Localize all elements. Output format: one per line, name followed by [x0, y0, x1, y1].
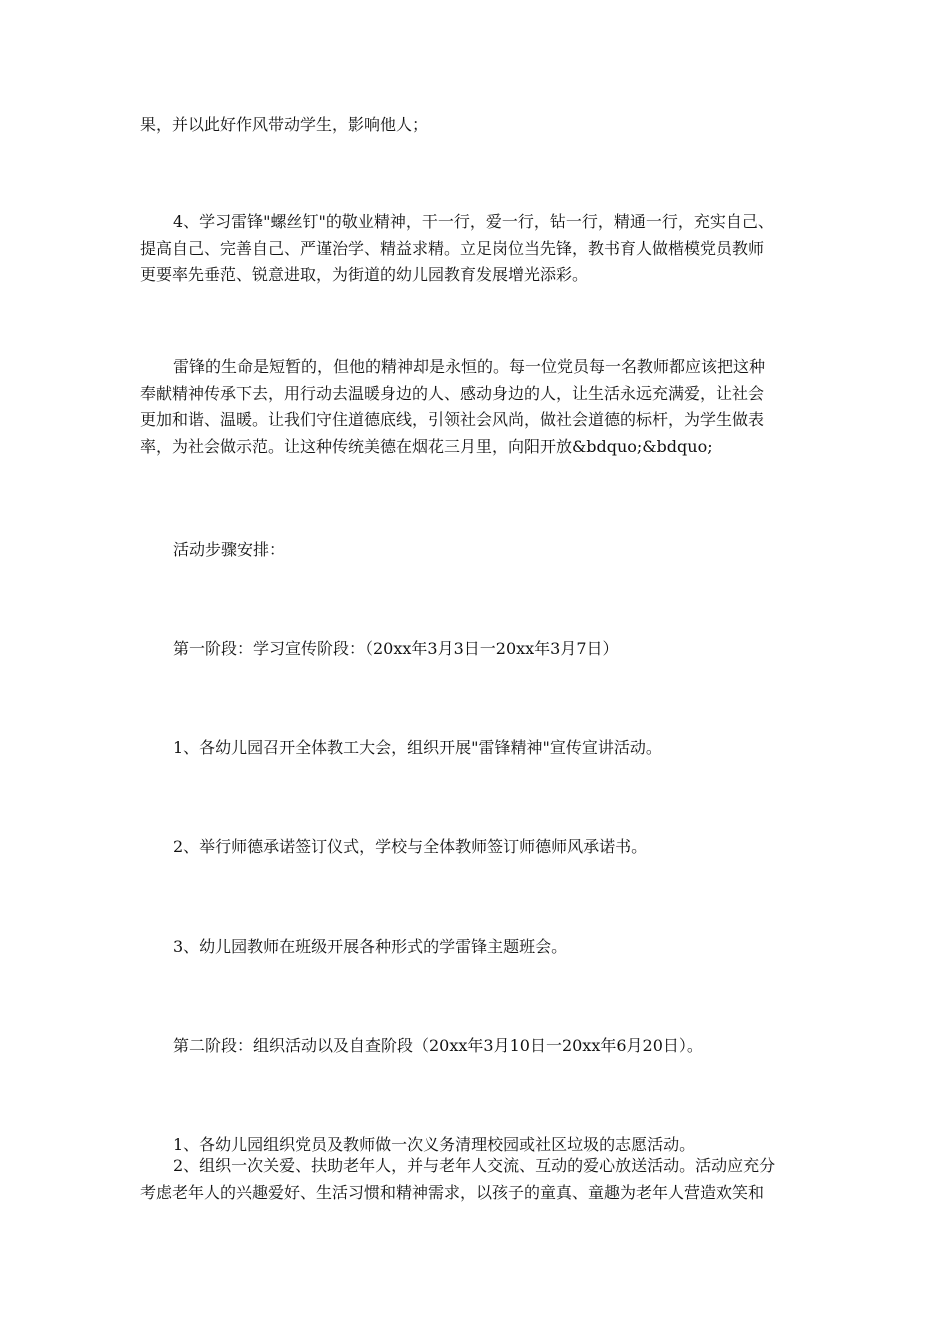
text-line: 1、各幼儿园召开全体教工大会，组织开展"雷锋精神"宣传宣讲活动。 — [173, 738, 662, 757]
text-line: 考虑老年人的兴趣爱好、生活习惯和精神需求，以孩子的童真、童趣为老年人营造欢笑和 — [140, 1182, 765, 1202]
text-line: 雷锋的生命是短暂的，但他的精神却是永恒的。每一位党员每一名教师都应该把这种 — [173, 357, 766, 376]
text-line: 提高自己、完善自己、严谨治学、精益求精。立足岗位当先锋，教书育人做楷模党员教师 — [140, 238, 765, 258]
text-line: 第一阶段：学习宣传阶段：（20xx年3月3日一20xx年3月7日） — [173, 639, 619, 658]
phase-one-item-3 — [140, 934, 812, 961]
text-line: 4、学习雷锋"螺丝钉"的敬业精神，干一行，爱一行，钻一行，精通一行，充实自己、 — [173, 212, 774, 231]
text-line: 第二阶段：组织活动以及自查阶段（20xx年3月10日一20xx年6月20日）。 — [173, 1036, 703, 1055]
phase-two-item-2 — [140, 1153, 812, 1206]
phase-two-heading — [140, 1033, 812, 1060]
phase-one-item-2 — [140, 834, 812, 861]
text-line: 更要率先垂范、锐意进取，为街道的幼儿园教育发展增光添彩。 — [140, 265, 589, 284]
paragraph-item-4 — [140, 209, 812, 289]
phase-one-heading — [140, 636, 812, 663]
paragraph-leifeng-spirit — [140, 354, 812, 460]
paragraph-continuation — [140, 112, 812, 139]
text-line: 果，并以此好作风带动学生，影响他人； — [140, 115, 429, 134]
text-line: 3、幼儿园教师在班级开展各种形式的学雷锋主题班会。 — [173, 937, 568, 956]
section-heading-steps — [140, 537, 812, 564]
text-line: 2、组织一次关爱、扶助老年人，并与老年人交流、互动的爱心放送活动。活动应充分 — [173, 1156, 776, 1175]
phase-one-item-1 — [140, 735, 812, 762]
text-line: 活动步骤安排： — [173, 540, 286, 559]
text-line: 奉献精神传承下去，用行动去温暖身边的人、感动身边的人，让生活永远充满爱，让社会 — [140, 383, 765, 403]
text-line: 率，为社会做示范。让这种传统美德在烟花三月里，向阳开放&bdquo;&bdquo; — [140, 436, 713, 456]
text-line: 1、各幼儿园组织党员及教师做一次义务清理校园或社区垃圾的志愿活动。 — [173, 1135, 696, 1154]
text-line: 2、举行师德承诺签订仪式，学校与全体教师签订师德师风承诺书。 — [173, 837, 648, 856]
text-line: 更加和谐、温暖。让我们守住道德底线，引领社会风尚，做社会道德的标杆，为学生做表 — [140, 410, 765, 429]
